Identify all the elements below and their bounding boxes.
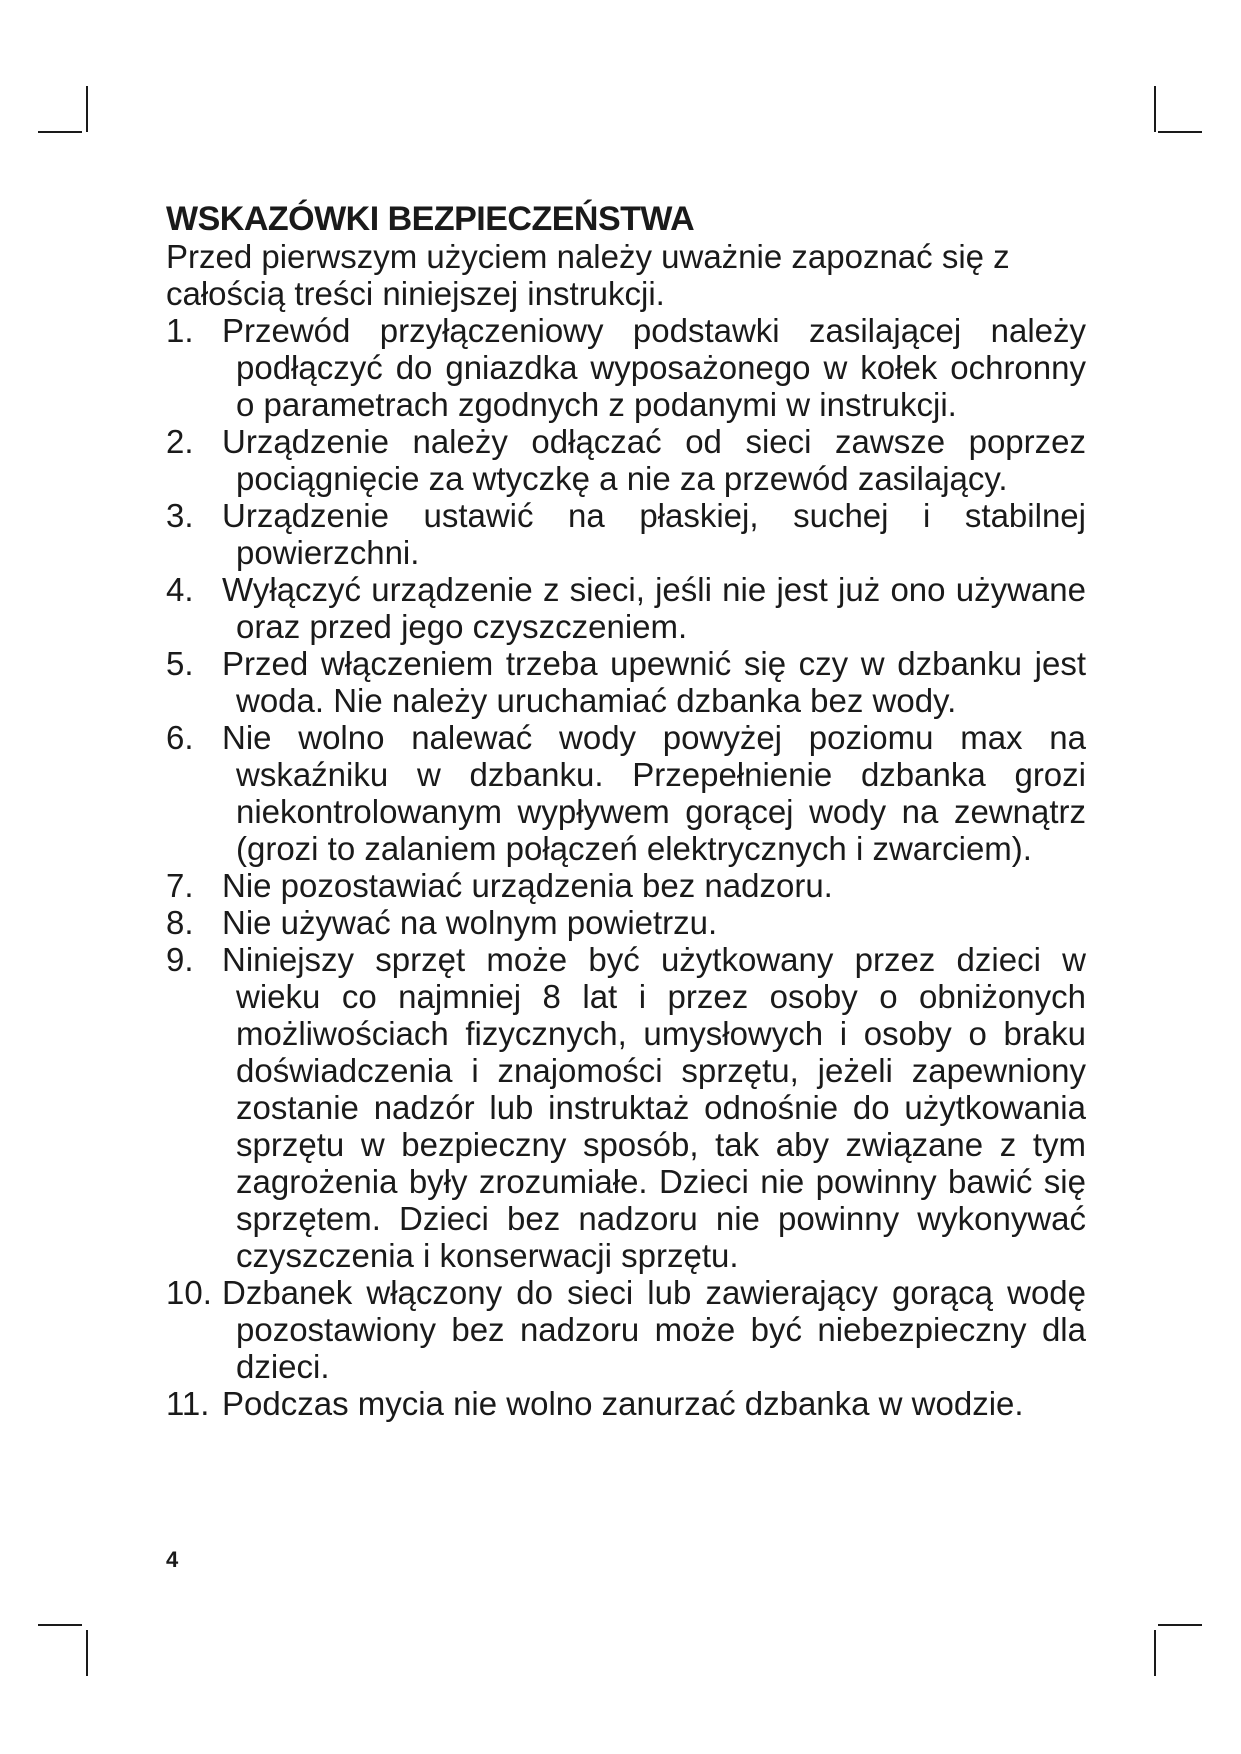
rule-number: 3. [166,497,194,534]
rule-number: 8. [166,904,194,941]
rule-text: Urządzenie ustawić na płaskiej, suchej i stabilnej powierzchni. [222,497,1086,571]
rule-text: Przewód przyłączeniowy podstawki zasilającej należy podłączyć do gniazdka wyposażonego w kołek ochronny o parametrach zgodnych z podanymi w instrukcji. [222,312,1086,423]
crop-mark-bottom-right-vertical [1154,1630,1156,1676]
rule-item [166,312,1086,423]
rule-number: 9. [166,941,194,978]
rule-item [166,423,1086,497]
rule-item [166,571,1086,645]
rule-text: Przed włączeniem trzeba upewnić się czy w dzbanku jest woda. Nie należy uruchamiać dzbanka bez wody. [222,645,1086,719]
rule-number: 2. [166,423,194,460]
rule-text: Podczas mycia nie wolno zanurzać dzbanka w wodzie. [222,1385,1024,1422]
rules-list [166,312,1086,1422]
rule-text: Dzbanek włączony do sieci lub zawierający gorącą wodę pozostawiony bez nadzoru może być niebezpieczny dla dzieci. [222,1274,1086,1385]
crop-mark-bottom-left-vertical [86,1630,88,1676]
crop-mark-top-right-horizontal [1158,131,1202,133]
rule-item [166,1385,1086,1422]
intro-text: Przed pierwszym użyciem należy uważnie zapoznać się z całością treści niniejszej instrukcji. [166,238,1010,312]
rule-text: Urządzenie należy odłączać od sieci zawsze poprzez pociągnięcie za wtyczkę a nie za przewód zasilający. [222,423,1086,497]
rule-item [166,719,1086,867]
rule-number: 11. [166,1385,210,1422]
rule-number: 1. [166,312,194,349]
rule-item [166,904,1086,941]
rule-number: 10. [166,1274,212,1311]
page-number: 4 [166,1547,179,1572]
rule-text: Nie pozostawiać urządzenia bez nadzoru. [222,867,833,904]
rule-item [166,645,1086,719]
rule-number: 4. [166,571,194,608]
rule-number: 5. [166,645,194,682]
rule-number: 6. [166,719,194,756]
rule-text: Nie wolno nalewać wody powyżej poziomu max na wskaźniku w dzbanku. Przepełnienie dzbanka grozi niekontrolowanym wypływem gorącej wody na zewnątrz (grozi to zalaniem połączeń elektrycznych i zwarciem). [222,719,1086,867]
crop-mark-top-left-vertical [86,86,88,132]
rule-item [166,1274,1086,1385]
page-title: WSKAZÓWKI BEZPIECZEŃSTWA [166,200,695,238]
rule-text: Nie używać na wolnym powietrzu. [222,904,718,941]
rule-text: Niniejszy sprzęt może być użytkowany przez dzieci w wieku co najmniej 8 lat i przez osoby o obniżonych możliwościach fizycznych, umysłowych i osoby o braku doświadczenia i znajomości sprzętu, jeżeli zapewniony zostanie nadzór lub instruktaż odnośnie do użytkowania sprzętu w bezpieczny sposób, tak aby związane z tym zagrożenia były zrozumiałe. Dzieci nie powinny bawić się sprzętem. Dzieci bez nadzoru nie powinny wykonywać czyszczenia i konserwacji sprzętu. [222,941,1086,1274]
rule-item [166,941,1086,1274]
safety-instructions [166,200,1086,1422]
crop-mark-bottom-right-horizontal [1158,1624,1202,1626]
crop-mark-top-left-horizontal [38,131,82,133]
crop-mark-bottom-left-horizontal [38,1624,82,1626]
rule-number: 7. [166,867,194,904]
rule-item [166,867,1086,904]
rule-text: Wyłączyć urządzenie z sieci, jeśli nie jest już ono używane oraz przed jego czyszczeniem. [222,571,1086,645]
rule-item [166,497,1086,571]
crop-mark-top-right-vertical [1154,86,1156,132]
